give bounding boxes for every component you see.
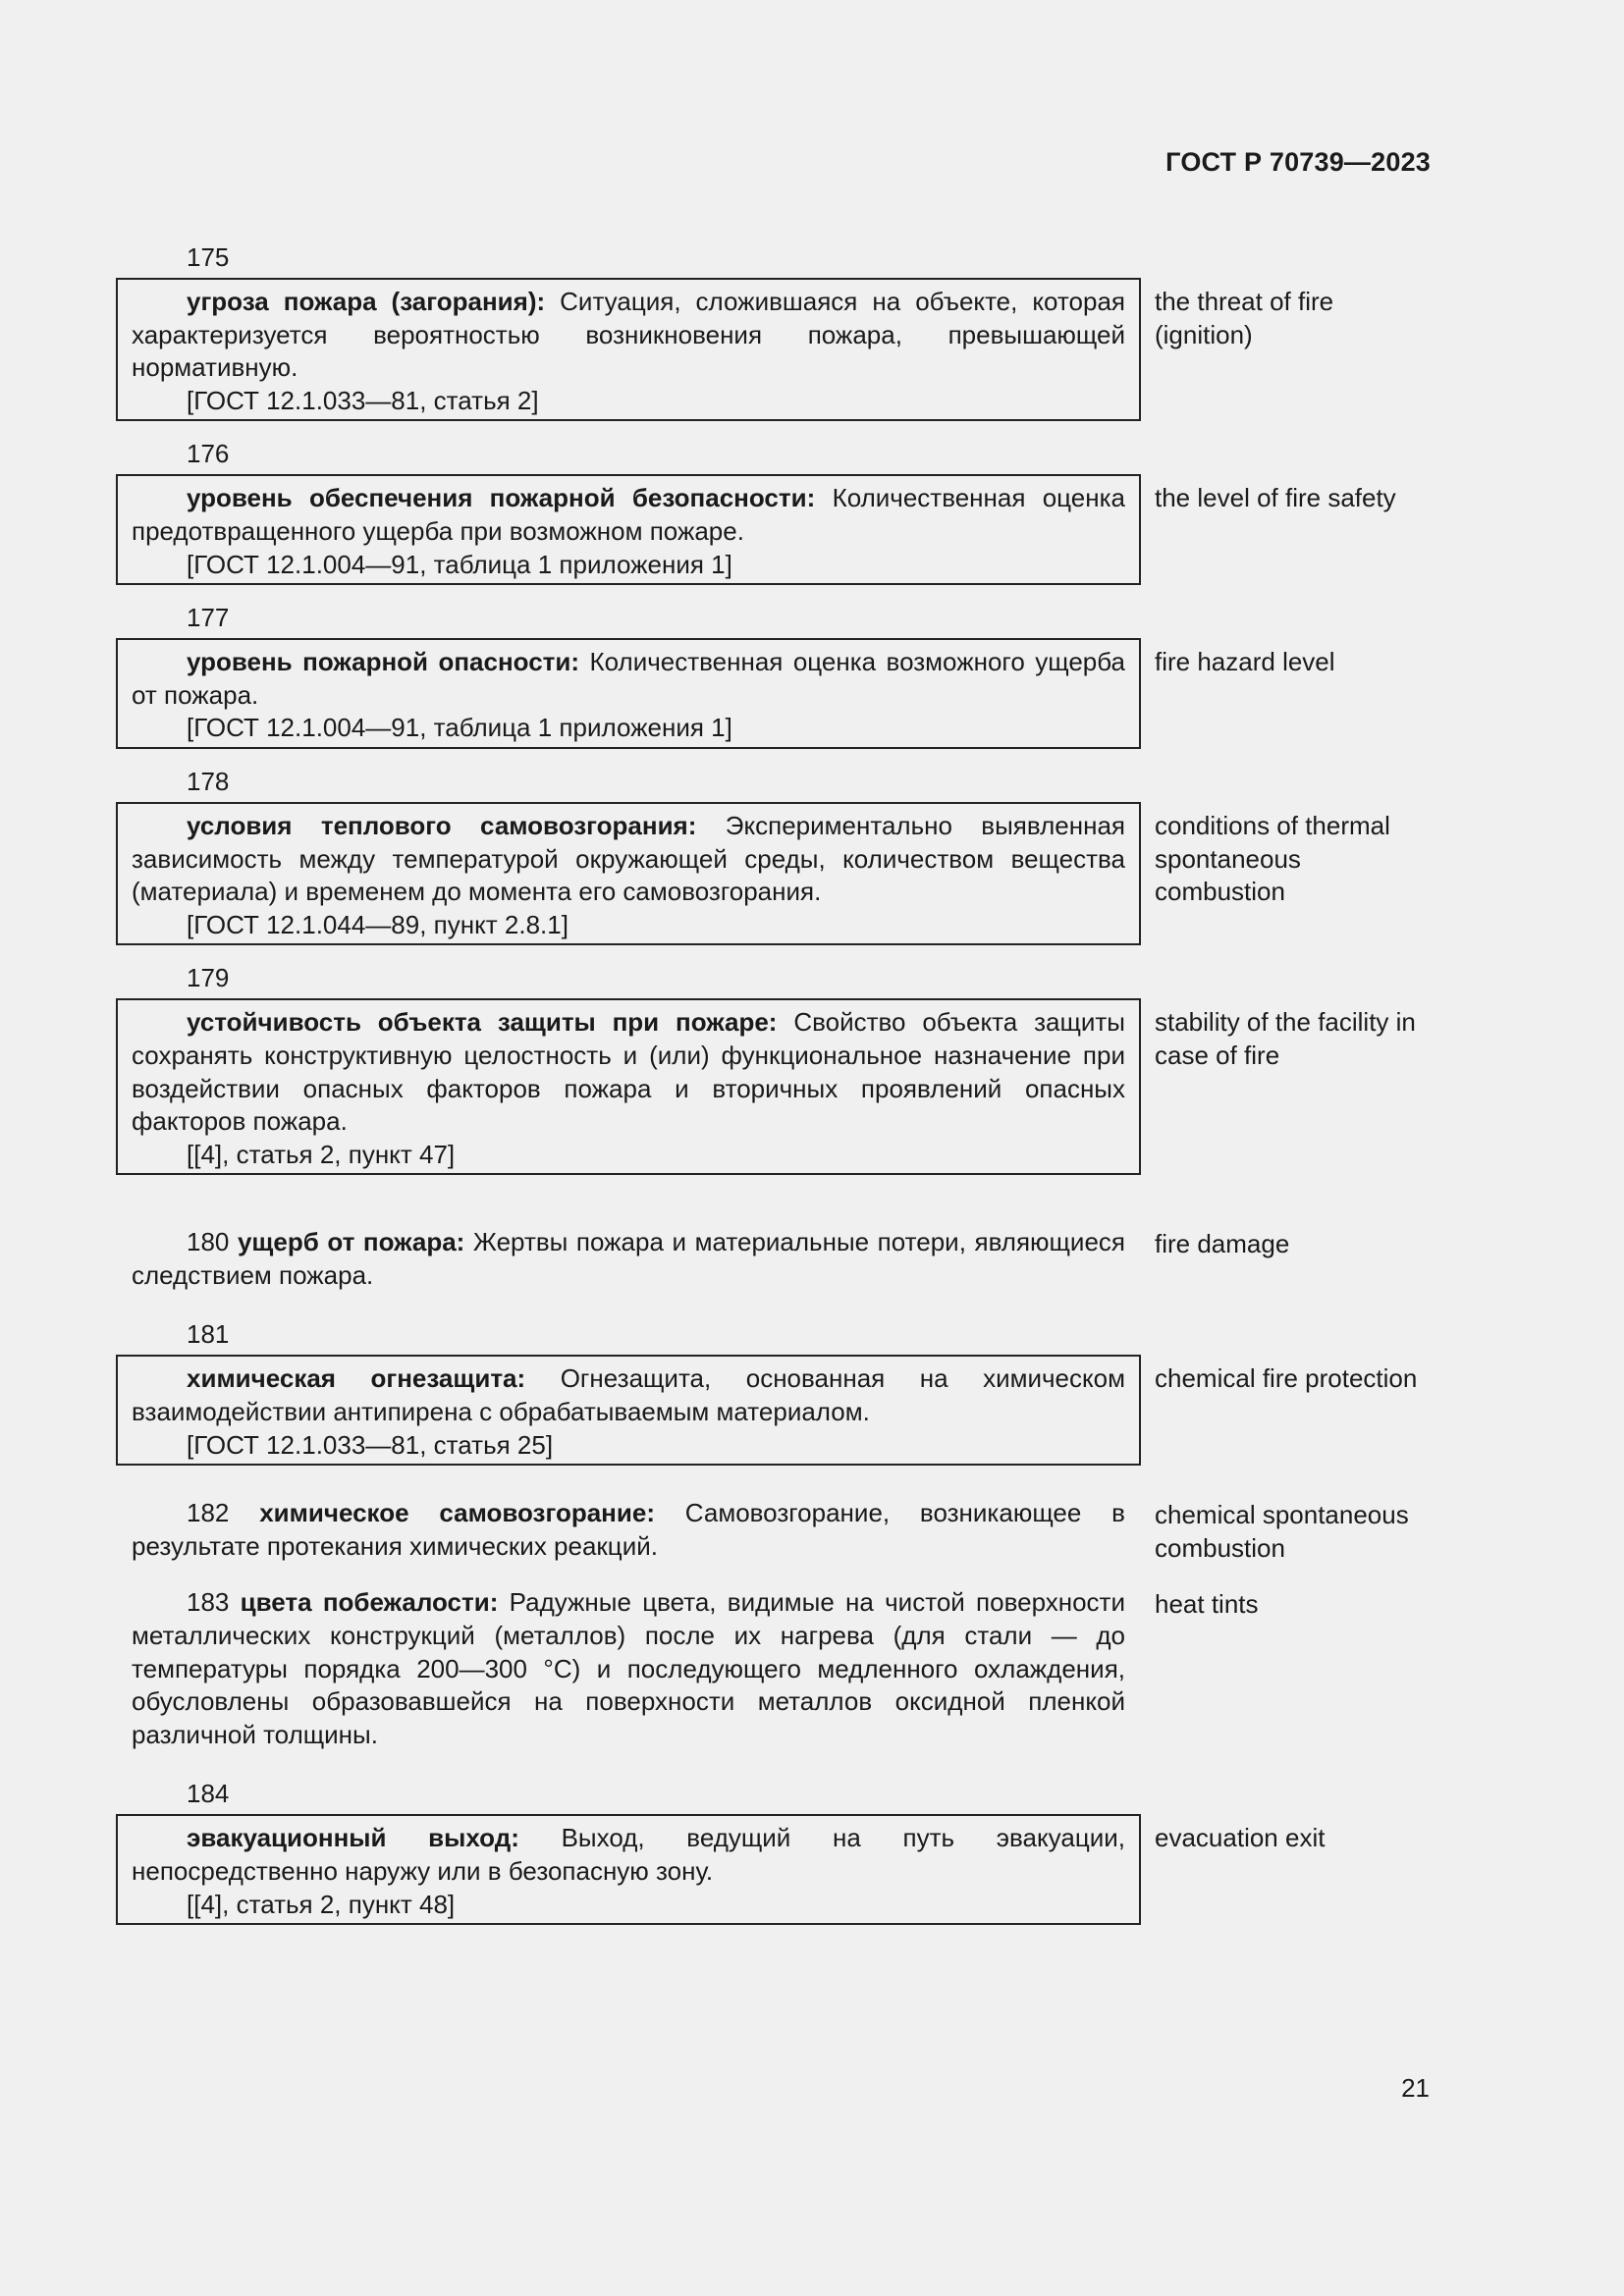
term-source: [[4], статья 2, пункт 48] [187,1889,456,1919]
term-entry-182 [116,1491,1432,1565]
term-name: угроза пожара (загорания): [187,287,546,316]
term-number: 183 [187,1587,230,1618]
term-definition-box [116,1814,1141,1925]
term-definition: Выход, ведущий на путь эвакуации, непосредственно наружу или в безопасную зону. [132,1823,1125,1886]
term-definition-box [116,998,1141,1175]
english-equivalent: stability of the facility in case of fire [1155,1007,1416,1070]
english-equivalent: fire hazard level [1155,647,1335,677]
term-source: [ГОСТ 12.1.033—81, статья 2] [187,385,539,415]
term-name: цвета побежалости: [240,1587,499,1618]
term-name: эвакуационный выход: [187,1823,519,1853]
english-equivalent: conditions of thermal spontaneous combustion [1155,810,1390,907]
term-definition: Жертвы пожара и материальные потери, являющиеся следствием пожара. [132,1227,1125,1290]
term-definition: Количественная оценка предотвращенного ущерба при возможном пожаре. [132,483,1126,546]
english-equivalent: the level of fire safety [1155,483,1396,513]
term-number: 175 [187,242,230,272]
english-equivalent: evacuation exit [1155,1823,1326,1853]
term-name: химическая огнезащита: [187,1363,526,1394]
term-definition-box [116,278,1141,421]
term-source: [ГОСТ 12.1.004—91, таблица 1 приложения 1] [187,713,732,743]
term-definition: Радужные цвета, видимые на чистой поверхности металлических конструкций (металлов) после их нагрева (для стали — до температуры порядка 200—300 °С) и последующего медленного охлаждения, обусловлены образовавшейся на поверхности металлов оксидной пленкой различной толщины. [132,1587,1125,1749]
term-name: уровень обеспечения пожарной безопасности: [187,483,816,513]
term-definition-text [116,1491,1141,1563]
term-definition: Количественная оценка возможного ущерба от пожара. [132,647,1125,710]
term-number: 184 [187,1779,230,1809]
term-number: 178 [187,766,230,796]
term-entry-180 [116,1220,1432,1292]
term-definition-box [116,638,1141,749]
english-equivalent: chemical spontaneous combustion [1155,1500,1409,1563]
term-name: уровень пожарной опасности: [187,647,580,677]
term-entry-181 [116,1317,1432,1466]
term-definition: Свойство объекта защиты сохранять конструктивную целостность и (или) функциональное назначение при воздействии опасных факторов пожара и вторичных проявлений опасных факторов пожара. [132,1007,1125,1137]
english-equivalent: fire damage [1155,1229,1290,1259]
english-equivalent: heat tints [1155,1589,1259,1620]
term-source: [[4], статья 2, пункт 47] [187,1139,456,1169]
term-number: 176 [187,439,230,469]
term-definition: Ситуация, сложившаяся на объекте, которая характеризуется вероятностью возникновения пожара, превышающей нормативную. [132,287,1126,383]
term-number: 180 [187,1227,230,1257]
term-entry-179 [116,961,1432,1175]
term-entry-177 [116,601,1432,749]
term-number: 177 [187,603,230,633]
term-entry-184 [116,1777,1432,1925]
term-definition-box [116,474,1141,585]
term-source: [ГОСТ 12.1.044—89, пункт 2.8.1] [187,909,568,939]
term-entry-183 [116,1580,1432,1751]
page-number: 21 [1401,2073,1430,2103]
english-equivalent: the threat of fire (ignition) [1155,287,1334,349]
document-designation: ГОСТ Р 70739—2023 [1165,147,1431,177]
term-definition: Огнезащита, основанная на химическом взаимодействии антипирена с обрабатываемым материалом. [132,1363,1126,1427]
term-number: 181 [187,1319,230,1350]
term-name: устойчивость объекта защиты при пожаре: [187,1007,778,1038]
term-entry-175 [116,240,1432,421]
term-definition: Самовозгорание, возникающее в результате протекания химических реакций. [132,1498,1125,1561]
term-entry-178 [116,765,1432,945]
terms-list [116,240,1432,1925]
term-name: условия теплового самовозгорания: [187,810,697,840]
term-number: 179 [187,963,230,993]
term-entry-176 [116,437,1432,585]
term-definition-text [116,1580,1141,1751]
english-equivalent: chemical fire protection [1155,1363,1418,1394]
term-source: [ГОСТ 12.1.004—91, таблица 1 приложения 1] [187,549,732,579]
term-definition-box [116,802,1141,945]
term-source: [ГОСТ 12.1.033—81, статья 25] [187,1429,554,1460]
term-name: ущерб от пожара: [237,1227,465,1257]
term-definition-text [116,1220,1141,1292]
term-name: химическое самовозгорание: [259,1498,655,1528]
term-definition-box [116,1355,1141,1466]
term-number: 182 [187,1498,230,1528]
term-definition: Экспериментально выявленная зависимость между температурой окружающей среды, количеством вещества (материала) и временем до момента его самовозгорания. [132,810,1125,907]
